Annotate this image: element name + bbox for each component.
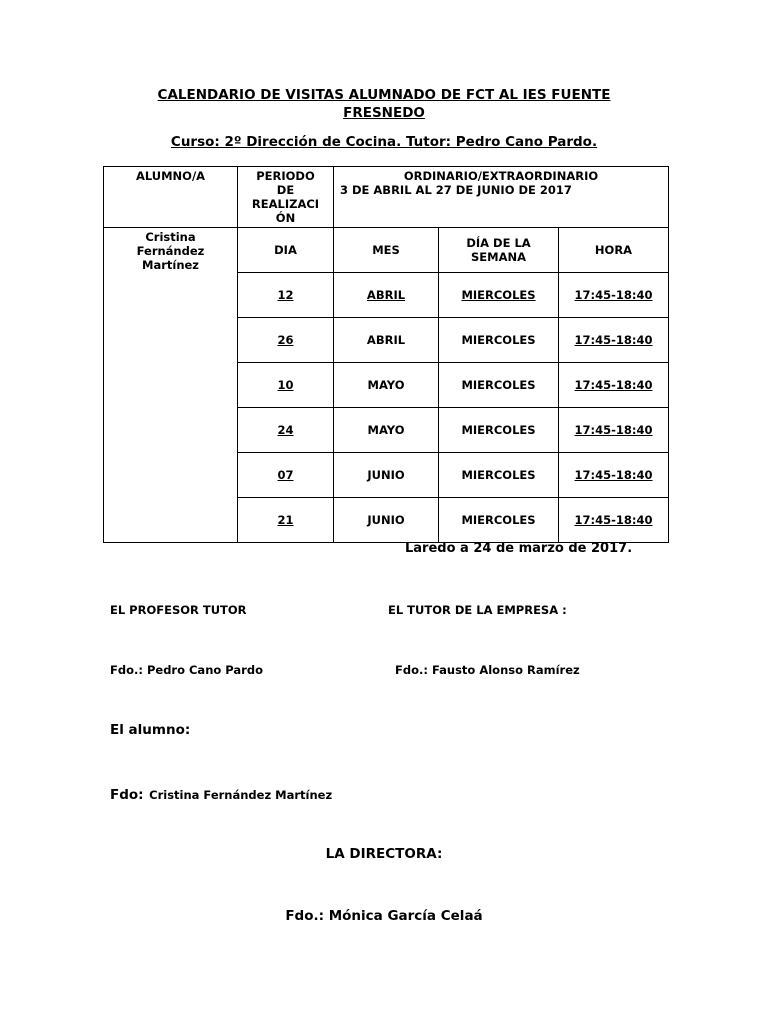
header-date-range <box>334 167 669 228</box>
empresa-tutor-label: EL TUTOR DE LA EMPRESA : <box>388 603 567 617</box>
subheader-semana-line-1: DÍA DE LA <box>466 236 531 250</box>
row-mes: ABRIL <box>334 318 439 363</box>
header-period <box>238 167 334 228</box>
row-hora: 17:45-18:40 <box>559 498 669 543</box>
row-mes: JUNIO <box>334 498 439 543</box>
table-subheader-row <box>104 228 669 273</box>
row-semana: MIERCOLES <box>439 318 559 363</box>
row-hora: 17:45-18:40 <box>559 408 669 453</box>
student-name-line: Fernández <box>136 244 205 258</box>
row-dia: 26 <box>238 318 334 363</box>
row-semana: MIERCOLES <box>439 273 559 318</box>
table-header-row <box>104 167 669 228</box>
subheader-dia: DIA <box>238 228 334 273</box>
row-dia: 12 <box>238 273 334 318</box>
header-student: ALUMNO/A <box>104 167 238 228</box>
student-name-line: Martínez <box>142 258 199 272</box>
header-period-line: ÓN <box>275 211 296 225</box>
header-range-line-1: ORDINARIO/EXTRAORDINARIO <box>403 169 599 183</box>
header-range-line-2: 3 DE ABRIL AL 27 DE JUNIO DE 2017 <box>340 183 572 197</box>
profesor-signature: Fdo.: Pedro Cano Pardo <box>110 663 263 677</box>
alumno-label: El alumno: <box>110 722 191 738</box>
row-hora: 17:45-18:40 <box>559 363 669 408</box>
row-semana: MIERCOLES <box>439 408 559 453</box>
row-mes: JUNIO <box>334 453 439 498</box>
row-semana: MIERCOLES <box>439 453 559 498</box>
row-hora: 17:45-18:40 <box>559 318 669 363</box>
alumno-signature-prefix: Fdo: <box>110 787 144 803</box>
visits-table <box>103 166 669 543</box>
row-dia: 24 <box>238 408 334 453</box>
row-dia: 07 <box>238 453 334 498</box>
subheader-hora: HORA <box>559 228 669 273</box>
course-line: Curso: 2º Dirección de Cocina. Tutor: Pedro Cano Pardo. <box>170 134 598 150</box>
profesor-tutor-label: EL PROFESOR TUTOR <box>110 603 247 617</box>
subheader-semana-line-2: SEMANA <box>470 250 526 264</box>
row-dia: 21 <box>238 498 334 543</box>
document-title <box>130 86 638 122</box>
header-period-line: REALIZACI <box>251 197 320 211</box>
header-period-line: PERIODO <box>256 169 315 183</box>
header-period-line: DE <box>276 183 295 197</box>
row-mes: MAYO <box>334 408 439 453</box>
alumno-signature-name: Cristina Fernández Martínez <box>149 788 333 802</box>
row-mes: MAYO <box>334 363 439 408</box>
title-line-2: FRESNEDO <box>343 105 425 121</box>
row-dia: 10 <box>238 363 334 408</box>
directora-label: LA DIRECTORA: <box>325 846 443 862</box>
subheader-mes: MES <box>334 228 439 273</box>
row-hora: 17:45-18:40 <box>559 453 669 498</box>
row-mes: ABRIL <box>334 273 439 318</box>
empresa-signature: Fdo.: Fausto Alonso Ramírez <box>395 663 580 677</box>
student-name <box>104 228 238 543</box>
alumno-signature <box>110 784 332 803</box>
place-date: Laredo a 24 de marzo de 2017. <box>405 541 633 556</box>
student-name-line: Cristina <box>145 230 196 244</box>
directora-signature: Fdo.: Mónica García Celaá <box>285 908 483 924</box>
row-hora: 17:45-18:40 <box>559 273 669 318</box>
row-semana: MIERCOLES <box>439 363 559 408</box>
row-semana: MIERCOLES <box>439 498 559 543</box>
subheader-semana <box>439 228 559 273</box>
title-line-1: CALENDARIO DE VISITAS ALUMNADO DE FCT AL IES FUENTE <box>157 87 611 103</box>
